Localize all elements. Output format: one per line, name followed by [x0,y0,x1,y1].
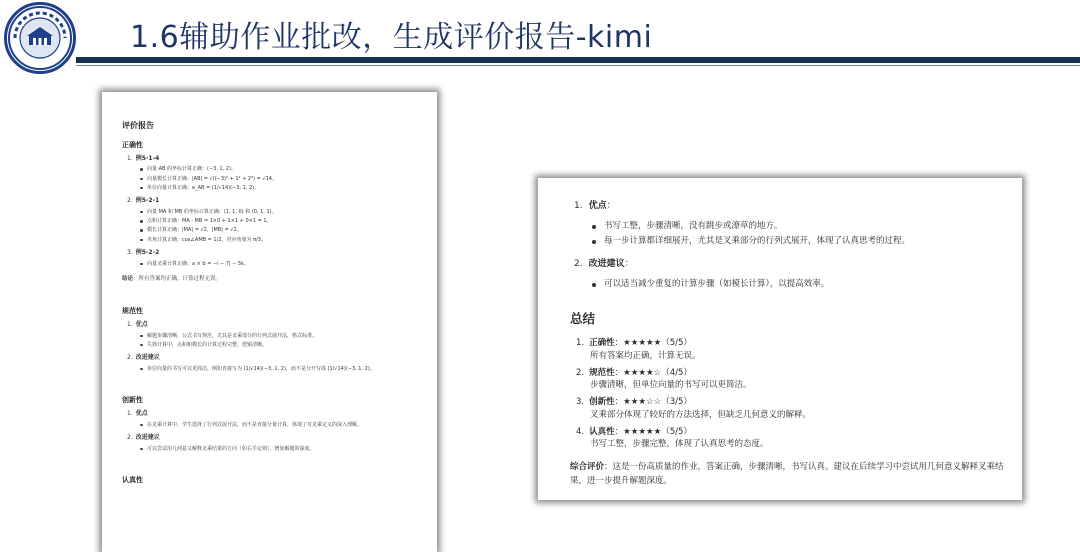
list-item: 夹角计算正确：cos∠AMB = 1/2，对应角度为 π/3。 [140,237,422,244]
list-item: 1. 优点 [127,320,148,328]
list-item: 向量叉乘计算正确：a × b = −i − 7j − 5k。 [140,261,422,268]
section-heading: 认真性 [122,476,143,485]
university-logo [4,2,76,74]
summary-heading: 总结 [570,311,596,327]
bullet-list [592,220,1010,249]
list-item: 向量 AB 的坐标计算正确：(−3, 1, 2)。 [140,166,422,173]
list-item: 1. 例5-1-4 [127,154,160,162]
list-item: 单位向量的书写可以更简洁，例如直接写为 (1/√14)(−3, 1, 2)，而不是分开写成 (1/√14)(−3, 1, 2)。 [140,366,422,373]
header-divider [76,57,1080,63]
list-item: 解题步骤清晰，公式书写规范，尤其是叉乘部分的行列式展开法，格式标准。 [140,333,422,340]
list-item: 1. 优点 [127,410,148,418]
score-item: 1. 正确性：★★★★★（5/5） 所有答案均正确，计算无误。 [576,338,701,361]
report-title: 评价报告 [122,121,154,130]
overall-evaluation: 综合评价：这是一份高质量的作业，答案正确，步骤清晰，书写认真。建议在后续学习中尝试用几何意义解释叉乘结果，进一步提升解题深度。 [570,462,1004,486]
star-rating: ：★★★★★（5/5） [614,426,692,437]
section-heading: 创新性 [122,396,143,405]
bullet-list [140,166,422,192]
list-item: 3. 例5-2-2 [127,248,160,256]
report-content-left [122,120,422,490]
section-heading: 规范性 [122,306,143,315]
report-page-left [102,92,437,552]
list-item: 失熟计算中，点积和模长的计算过程完整，逻辑清晰。 [140,342,422,349]
list-item: 每一步计算都详细展开，尤其是叉乘部分的行列式展开，体现了认真思考的过程。 [592,235,1010,248]
list-item: 2. 例5-2-1 [127,197,160,205]
score-item: 2. 规范性：★★★★☆（4/5） 步骤清晰，但单位向量的书写可以更简洁。 [576,367,752,391]
slide-title: 1.6辅助作业批改，生成评价报告-kimi [130,20,653,55]
list-item: 向量模长计算正确：|AB| = √((−3)² + 1² + 2²) = √14。 [140,176,422,183]
list-item: 2. 改进建议 [127,354,160,362]
star-rating: ：★★★★☆（4/5） [614,367,692,378]
list-item: 模长计算正确：|MA| = √2，|MB| = √2。 [140,227,422,234]
list-item: 单位向量计算正确：e_AB = (1/√14)(−3, 1, 2)。 [140,185,422,192]
conclusion-text: 结论：所有答案均正确，计算过程无误。 [122,275,222,282]
list-item: 书写工整，步骤清晰，没有跳步或潦草的地方。 [592,220,1010,233]
score-item: 4. 认真性：★★★★★（5/5） 书写工整，步骤完整，体现了认真思考的态度。 [576,426,769,450]
star-rating: ：★★★☆☆（3/5） [614,397,692,407]
list-item: 向量 MA 和 MB 的坐标计算正确：(1, 1, 0) 和 (0, 1, 1)。 [140,209,422,216]
section-heading: 正确性 [122,140,143,149]
bullet-list [140,366,422,373]
report-page-right [538,178,1022,500]
list-item: 2. 改进建议： [574,259,634,269]
report-content-right [570,200,1010,488]
score-item: 3. 创新性：★★★☆☆（3/5） 叉乘部分体现了较好的方法选择，但缺乏几何意义的解释。 [576,397,812,420]
bullet-list [140,446,422,453]
star-rating: ：★★★★★（5/5） [614,338,692,348]
header-divider-thin [76,65,1080,66]
bullet-list [140,209,422,244]
bullet-list [592,278,1010,291]
bullet-list [140,333,422,350]
list-item: 在叉乘计算中，学生选择了行列式展开法，而不是直接分量计算，体现了对叉乘定义的深入理解。 [140,422,422,429]
list-item: 2. 改进建议 [127,434,160,442]
list-item: 可以适当减少重复的计算步骤（如模长计算），以提高效率。 [592,278,1010,291]
list-item: 1. 优点： [574,201,616,211]
bullet-list [140,261,422,268]
list-item: 可以尝试用几何意义解释叉乘结果的方向（如右手定则），增加解题的深度。 [140,446,422,453]
list-item: 点积计算正确：MA · MB = 1×0 + 1×1 + 0×1 = 1。 [140,218,422,225]
bullet-list [140,422,422,429]
